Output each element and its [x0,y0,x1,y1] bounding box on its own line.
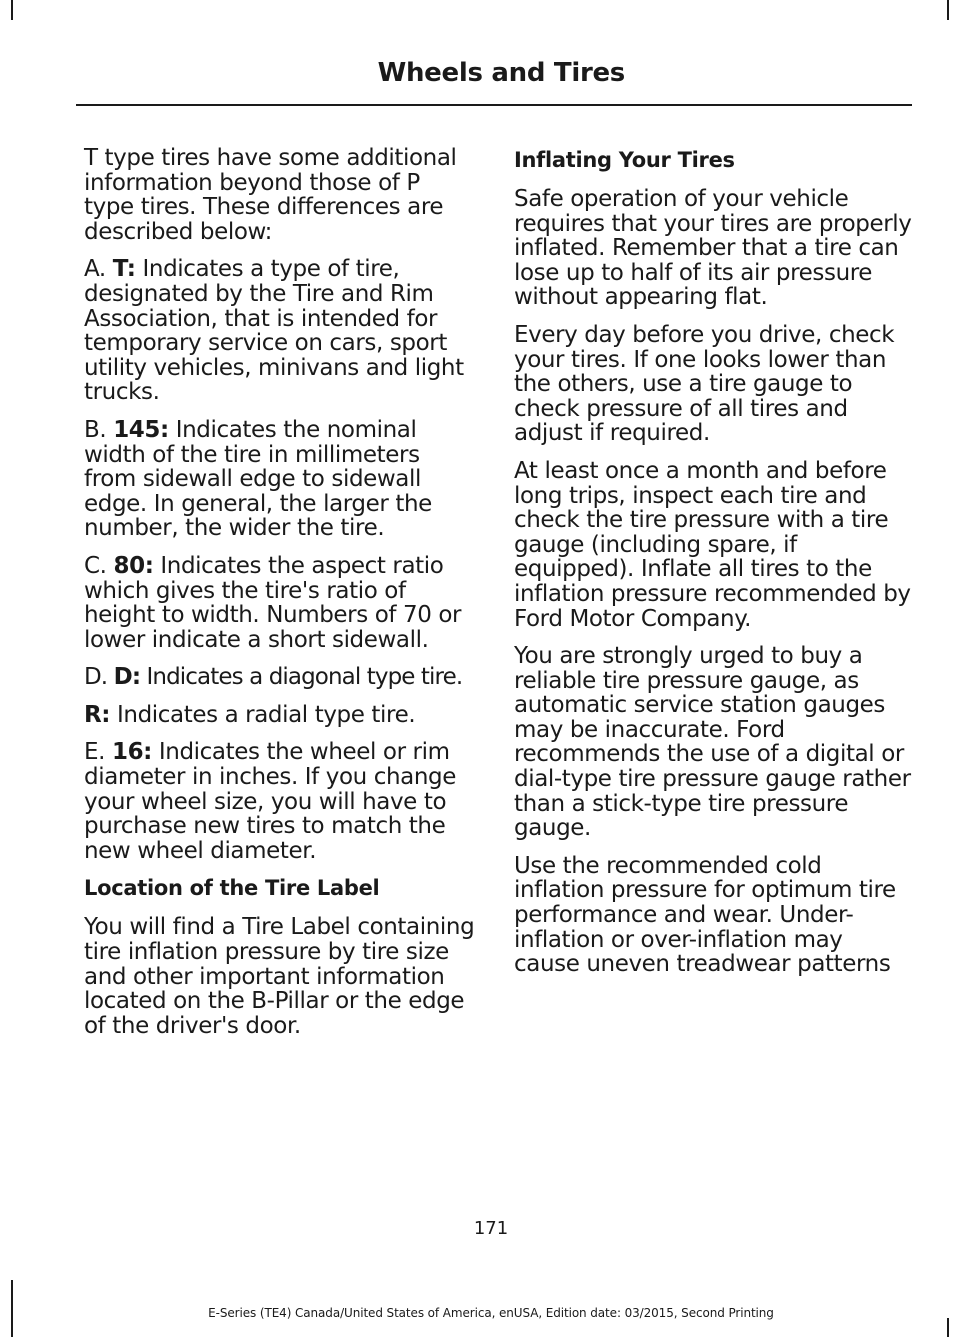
left-column [84,146,476,1051]
definition-item: R: Indicates a radial type tire. [84,701,416,728]
footer-edition-info: E-Series (TE4) Canada/United States of America, enUSA, Edition date: 03/2015, Second Printing [208,1306,774,1320]
definition-term: D: [113,664,141,691]
crop-mark-bottom-right [947,1318,949,1337]
crop-mark-top-right [947,0,949,20]
body-paragraph: Every day before you drive, check your tires. If one looks lower than the others, use a tire gauge to check pressure of all tires and adjust if required. [514,321,895,447]
definition-item: E. 16: Indicates the wheel or rim diameter in inches. If you change your wheel size, you will have to purchase new tires to match the new wheel diameter. [84,739,457,864]
definition-term: 145: [113,416,169,443]
definition-term: R: [84,701,111,728]
header-rule [76,104,912,106]
body-paragraph: At least once a month and before long trips, inspect each tire and check the tire pressure with a tire gauge (including spare, if equipped). Inflate all tires to the inflation pressure recommended by Ford Motor Company. [514,457,911,632]
definition-term: T: [112,256,136,283]
definition-item: B. 145: Indicates the nominal width of the tire in millimeters from sidewall edge to sidewall edge. In general, the larger the number, the wider the tire. [84,416,432,542]
tire-label-paragraph: You will find a Tire Label containing tire inflation pressure by tire size and other important information located on the B-Pillar or the edge of the driver's door. [84,914,475,1039]
body-paragraph: Safe operation of your vehicle requires that your tires are properly inflated. Remember that a tire can lose up to half of its air pressure without appearing flat. [514,186,912,311]
section-heading-tire-label: Location of the Tire Label [84,876,380,901]
page-title: Wheels and Tires [377,58,625,88]
definition-term: 16: [111,739,152,766]
right-column [514,148,912,990]
definition-term: 80: [113,552,154,579]
crop-mark-top-left [11,0,13,20]
section-heading-inflating: Inflating Your Tires [514,148,735,172]
page-number: 171 [473,1218,509,1239]
intro-paragraph: T type tires have some additional information beyond those of P type tires. These differences are described below: [84,145,457,245]
definition-item: C. 80: Indicates the aspect ratio which gives the tire's ratio of height to width. Numbers of 70 or lower indicate a short sidewall. [84,552,462,653]
definition-item: A. T: Indicates a type of tire, designated by the Tire and Rim Association, that is intended for temporary service on cars, sport utility vehicles, minivans and light trucks. [84,256,464,406]
definition-item: D. D: Indicates a diagonal type tire. [84,664,463,691]
body-paragraph: Use the recommended cold inflation pressure for optimum tire performance and wear. Under-inflation or over-inflation may cause uneven treadwear patterns [514,852,896,978]
body-paragraph: You are strongly urged to buy a reliable tire pressure gauge, as automatic service station gauges may be inaccurate. Ford recommends the use of a digital or dial-type tire pressure gauge rather than a stick-type tire pressure gauge. [514,643,911,842]
